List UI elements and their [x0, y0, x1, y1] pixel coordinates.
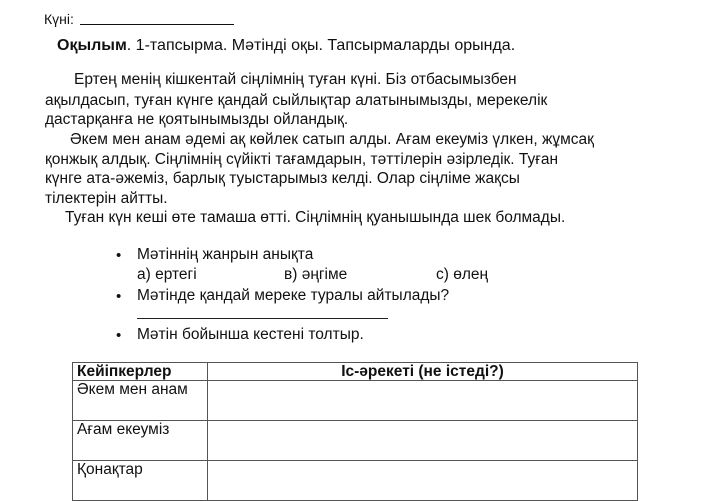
date-blank-line[interactable] — [80, 24, 234, 25]
column-header-characters: Кейіпкерлер — [73, 363, 208, 381]
action-cell[interactable] — [208, 461, 638, 501]
task-title-rest: . 1-тапсырма. Мәтінді оқы. Тапсырмаларды орында. — [126, 37, 516, 54]
character-cell: Ағам екеуміз — [73, 421, 208, 461]
bullet-icon: • — [116, 288, 122, 305]
question-holiday: Мәтінде қандай мереке туралы айтылады? — [137, 287, 450, 304]
option-c[interactable]: с) өлең — [436, 266, 489, 283]
text-line: күнге ата-әжеміз, барлық туыстарымыз келді. Олар сіңліме жақсы — [45, 170, 520, 187]
text-line: Ертең менің кішкентай сіңлімнің туған күні. Біз отбасымызбен — [74, 71, 517, 88]
action-cell[interactable] — [208, 421, 638, 461]
task-title-bold: Оқылым — [57, 37, 127, 54]
table-header-row — [73, 363, 638, 381]
date-label: Күні: — [44, 11, 74, 27]
text-line: дастарқанға не қоятынымызды ойландық. — [45, 111, 349, 128]
action-cell[interactable] — [208, 381, 638, 421]
option-a[interactable]: а) ертегі — [137, 266, 197, 283]
table-row — [73, 381, 638, 421]
option-b[interactable]: в) әңгіме — [284, 266, 348, 283]
table-row — [73, 461, 638, 501]
text-line: қонжық алдық. Сіңлімнің сүйікті тағамдарын, тәттілерін әзірледік. Туған — [45, 151, 559, 168]
answer-blank-line[interactable] — [137, 318, 388, 319]
question-genre: Мәтіннің жанрын анықта — [137, 246, 314, 263]
text-line: ақылдасып, туған күнге қандай сыйлықтар алатынымызды, мерекелік — [45, 92, 548, 109]
text-line: Туған күн кеші өте тамаша өтті. Сіңлімнің қуанышында шек болмады. — [65, 209, 566, 226]
table-row — [73, 421, 638, 461]
bullet-icon: • — [116, 247, 122, 264]
text-line: Әкем мен анам әдемі ақ көйлек сатып алды. Ағам екеуміз үлкен, жұмсақ — [70, 131, 594, 148]
task-title — [57, 37, 515, 55]
character-cell: Әкем мен анам — [73, 381, 208, 421]
column-header-actions: Іс-әрекеті (не істеді?) — [208, 363, 638, 381]
bullet-icon: • — [116, 327, 122, 344]
text-line: тілектерін айтты. — [45, 190, 168, 207]
character-cell: Қонақтар — [73, 461, 208, 501]
characters-table — [72, 362, 638, 501]
question-table: Мәтін бойынша кестені толтыр. — [137, 326, 364, 343]
